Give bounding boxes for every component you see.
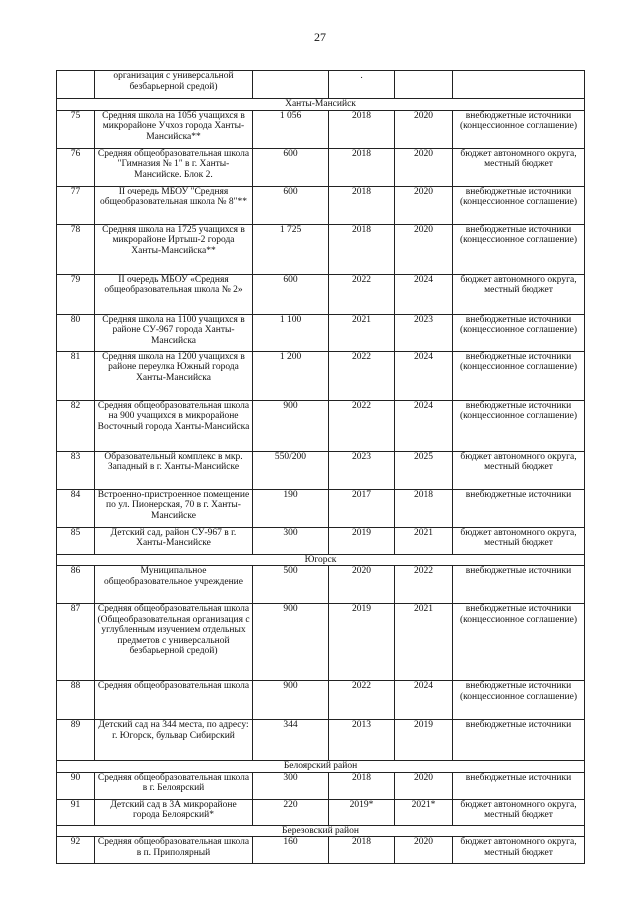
table-body (57, 71, 585, 864)
cell-number: 77 (57, 186, 95, 224)
cell-year-start: 2013 (329, 720, 395, 761)
cell-number: 81 (57, 351, 95, 400)
table-row (57, 720, 585, 761)
cell-year-start: 2021 (329, 314, 395, 351)
section-title: Белоярский район (57, 761, 585, 773)
cell-source: внебюджетные источники (концессионное соглашение) (453, 110, 585, 148)
cell-year-end: 2019 (395, 720, 453, 761)
cell-source: бюджет автономного округа, местный бюджет (453, 799, 585, 825)
table-row (57, 186, 585, 224)
cell-source: внебюджетные источники (концессионное соглашение) (453, 400, 585, 451)
cell-year-end: 2021 (395, 604, 453, 681)
cell-capacity: 300 (253, 772, 329, 799)
cell-number: 75 (57, 110, 95, 148)
cell-capacity: 600 (253, 274, 329, 314)
table-row (57, 400, 585, 451)
cell-number (57, 71, 95, 99)
cell-year-end: 2020 (395, 224, 453, 274)
table-row (57, 451, 585, 489)
cell-source: внебюджетные источники (453, 489, 585, 527)
cell-source: внебюджетные источники (453, 566, 585, 604)
table-row (57, 837, 585, 864)
cell-source: внебюджетные источники (453, 720, 585, 761)
cell-capacity: 344 (253, 720, 329, 761)
cell-year-end: 2022 (395, 566, 453, 604)
table-row (57, 314, 585, 351)
cell-capacity: 900 (253, 400, 329, 451)
cell-year-start: 2019 (329, 527, 395, 554)
cell-source: внебюджетные источники (концессионное соглашение) (453, 681, 585, 720)
cell-source: внебюджетные источники (концессионное соглашение) (453, 224, 585, 274)
cell-capacity: 1 725 (253, 224, 329, 274)
cell-year-start: 2023 (329, 451, 395, 489)
cell-name: Средняя школа на 1100 учащихся в районе СУ-967 города Ханты-Мансийска (95, 314, 253, 351)
cell-name: Муниципальное общеобразовательное учреждение (95, 566, 253, 604)
section-header (57, 99, 585, 111)
cell-source: бюджет автономного округа, местный бюджет (453, 527, 585, 554)
cell-year-start: 2020 (329, 566, 395, 604)
cell-number: 78 (57, 224, 95, 274)
cell-year-end: 2020 (395, 148, 453, 186)
cell-year-start: 2017 (329, 489, 395, 527)
cell-number: 76 (57, 148, 95, 186)
table-row (57, 566, 585, 604)
cell-year-end: 2024 (395, 681, 453, 720)
cell-year-end: 2025 (395, 451, 453, 489)
cell-name: Средняя школа на 1056 учащихся в микрорайоне Учхоз города Ханты-Мансийска** (95, 110, 253, 148)
cell-capacity: 500 (253, 566, 329, 604)
table-row (57, 274, 585, 314)
cell-year-end: 2024 (395, 351, 453, 400)
cell-number: 84 (57, 489, 95, 527)
cell-name: Встроенно-пристроенное помещение по ул. Пионерская, 70 в г. Ханты-Мансийске (95, 489, 253, 527)
cell-name: Образовательный комплекс в мкр. Западный в г. Ханты-Мансийске (95, 451, 253, 489)
cell-capacity: 160 (253, 837, 329, 864)
cell-year-end: 2020 (395, 837, 453, 864)
cell-name: Детский сад на 344 места, по адресу: г. Югорск, бульвар Сибирский (95, 720, 253, 761)
cell-name: Средняя общеобразовательная школа в п. Приполярный (95, 837, 253, 864)
cell-source: внебюджетные источники (концессионное соглашение) (453, 314, 585, 351)
cell-year-end (395, 71, 453, 99)
cell-year-start: 2018 (329, 110, 395, 148)
cell-name: Средняя школа на 1200 учащихся в районе переулка Южный города Ханты-Мансийска (95, 351, 253, 400)
cell-number: 86 (57, 566, 95, 604)
cell-capacity: 900 (253, 604, 329, 681)
cell-source: бюджет автономного округа, местный бюджет (453, 274, 585, 314)
cell-capacity: 220 (253, 799, 329, 825)
cell-number: 88 (57, 681, 95, 720)
cell-year-end: 2018 (395, 489, 453, 527)
page-number: 27 (314, 30, 326, 44)
cell-capacity: 300 (253, 527, 329, 554)
facilities-table (56, 70, 585, 864)
cell-number: 85 (57, 527, 95, 554)
cell-capacity: 550/200 (253, 451, 329, 489)
cell-year-end: 2020 (395, 186, 453, 224)
cell-number: 83 (57, 451, 95, 489)
cell-year-start: 2018 (329, 148, 395, 186)
continuation-row (57, 71, 585, 99)
cell-capacity: 600 (253, 186, 329, 224)
cell-number: 92 (57, 837, 95, 864)
cell-name: Средняя общеобразовательная школа на 900 учащихся в микрорайоне Восточный города Ханты-Мансийска (95, 400, 253, 451)
cell-year-start: 2018 (329, 772, 395, 799)
cell-year-start: 2019 (329, 604, 395, 681)
table-row (57, 110, 585, 148)
table-row (57, 224, 585, 274)
cell-year-start: 2022 (329, 400, 395, 451)
table-row (57, 772, 585, 799)
cell-source: бюджет автономного округа, местный бюджет (453, 451, 585, 489)
table-row (57, 527, 585, 554)
cell-year-start: 2022 (329, 351, 395, 400)
cell-capacity (253, 71, 329, 99)
cell-source: внебюджетные источники (концессионное соглашение) (453, 351, 585, 400)
cell-number: 89 (57, 720, 95, 761)
cell-year-end: 2021 (395, 527, 453, 554)
cell-number: 87 (57, 604, 95, 681)
cell-name: организация с универсальной безбарьерной средой) (95, 71, 253, 99)
cell-source: бюджет автономного округа, местный бюджет (453, 148, 585, 186)
table-row (57, 148, 585, 186)
table-row (57, 799, 585, 825)
table-row (57, 489, 585, 527)
cell-source: внебюджетные источники (концессионное соглашение) (453, 186, 585, 224)
cell-capacity: 600 (253, 148, 329, 186)
cell-name: Средняя общеобразовательная школа в г. Белоярский (95, 772, 253, 799)
cell-name: Средняя общеобразовательная школа (95, 681, 253, 720)
section-title: Березовский район (57, 825, 585, 837)
cell-year-end: 2020 (395, 110, 453, 148)
cell-year-start: . (329, 71, 395, 99)
section-header (57, 825, 585, 837)
cell-source (453, 71, 585, 99)
cell-year-start: 2022 (329, 274, 395, 314)
section-header (57, 554, 585, 566)
cell-year-end: 2023 (395, 314, 453, 351)
cell-source: бюджет автономного округа, местный бюджет (453, 837, 585, 864)
cell-capacity: 190 (253, 489, 329, 527)
cell-year-end: 2024 (395, 400, 453, 451)
cell-name: Средняя общеобразовательная школа (Общеобразовательная организация с углубленным изучением отдельных предметов с универсальной безбарьерной средой) (95, 604, 253, 681)
cell-number: 80 (57, 314, 95, 351)
cell-name: II очередь МБОУ "Средняя общеобразовательная школа № 8"** (95, 186, 253, 224)
cell-year-end: 2020 (395, 772, 453, 799)
cell-source: внебюджетные источники (453, 772, 585, 799)
table-row (57, 604, 585, 681)
cell-capacity: 900 (253, 681, 329, 720)
cell-name: Средняя школа на 1725 учащихся в микрорайоне Иртыш-2 города Ханты-Мансийска** (95, 224, 253, 274)
cell-year-start: 2019* (329, 799, 395, 825)
cell-name: II очередь МБОУ «Средняя общеобразовательная школа № 2» (95, 274, 253, 314)
cell-name: Детский сад в 3А микрорайоне города Белоярский* (95, 799, 253, 825)
cell-capacity: 1 100 (253, 314, 329, 351)
cell-number: 90 (57, 772, 95, 799)
cell-number: 82 (57, 400, 95, 451)
cell-source: внебюджетные источники (концессионное соглашение) (453, 604, 585, 681)
cell-year-start: 2018 (329, 837, 395, 864)
table-row (57, 351, 585, 400)
cell-year-start: 2022 (329, 681, 395, 720)
cell-year-start: 2018 (329, 186, 395, 224)
cell-capacity: 1 056 (253, 110, 329, 148)
section-header (57, 761, 585, 773)
cell-name: Средняя общеобразовательная школа "Гимназия № 1" в г. Ханты-Мансийске. Блок 2. (95, 148, 253, 186)
cell-number: 79 (57, 274, 95, 314)
cell-capacity: 1 200 (253, 351, 329, 400)
cell-year-start: 2018 (329, 224, 395, 274)
cell-number: 91 (57, 799, 95, 825)
cell-name: Детский сад, район СУ-967 в г. Ханты-Мансийске (95, 527, 253, 554)
section-title: Югорск (57, 554, 585, 566)
cell-year-end: 2024 (395, 274, 453, 314)
cell-year-end: 2021* (395, 799, 453, 825)
section-title: Ханты-Мансийск (57, 99, 585, 111)
table-row (57, 681, 585, 720)
